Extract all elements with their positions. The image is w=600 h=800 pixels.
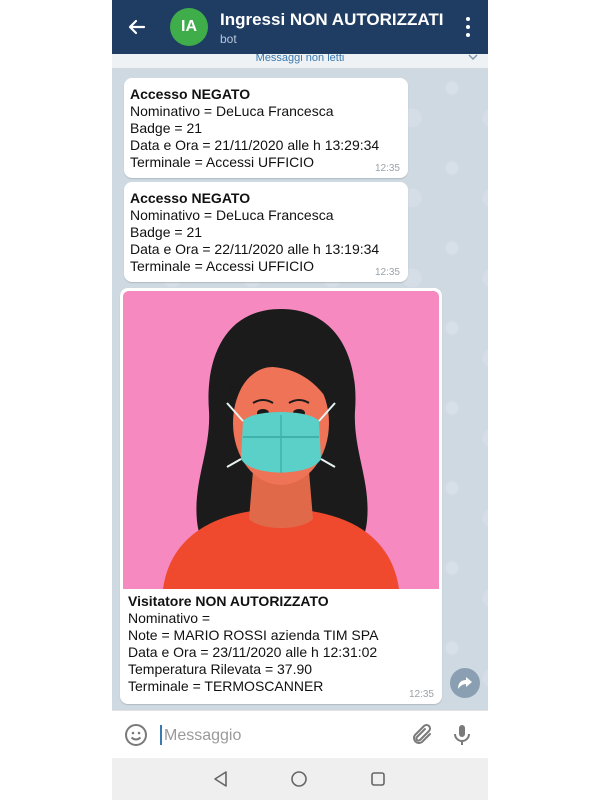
message-time: 12:35 [374,163,400,174]
message-line: Badge = 21 [130,224,203,240]
paperclip-icon[interactable] [410,723,434,747]
smiley-icon[interactable] [124,723,148,747]
woman-with-mask-illustration [123,291,439,589]
message-line: Badge = 21 [130,120,203,136]
message-line: Data e Ora = 22/11/2020 alle h 13:19:34 [130,241,380,257]
message-line: Note = MARIO ROSSI azienda TIM SPA [128,627,379,643]
avatar[interactable]: IA [170,8,208,46]
system-navigation-bar [112,758,488,800]
arrow-left-icon[interactable] [122,12,152,42]
message-line: Terminale = Accessi UFFICIO [130,258,314,274]
message-title: Visitatore NON AUTORIZZATO [128,593,329,609]
share-arrow-icon[interactable] [450,668,480,698]
message-line: Terminale = Accessi UFFICIO [130,154,314,170]
nav-home-circle-icon[interactable] [290,770,308,788]
message-line: Data e Ora = 21/11/2020 alle h 13:29:34 [130,137,380,153]
message-bubble[interactable] [124,182,408,282]
visitor-photo[interactable] [123,291,439,589]
unread-banner [112,54,488,68]
message-title: Accesso NEGATO [130,86,251,102]
unread-banner-label: Messaggi non letti [255,54,345,64]
message-line: Nominativo = DeLuca Francesca [130,207,334,223]
chat-subtitle: bot [220,32,237,46]
message-line: Terminale = TERMOSCANNER [128,678,324,694]
message-composer [112,710,488,759]
chevron-down-icon[interactable] [468,54,478,62]
photo-message-bubble[interactable] [120,288,442,704]
message-time: 12:35 [374,267,400,278]
nav-back-triangle-icon[interactable] [212,770,230,788]
chat-header [112,0,488,54]
message-list[interactable] [112,68,488,710]
message-line: Nominativo = DeLuca Francesca [130,103,334,119]
microphone-icon[interactable] [450,723,474,747]
telegram-screen [112,0,488,800]
message-bubble[interactable] [124,78,408,178]
message-time: 12:35 [408,689,434,700]
message-title: Accesso NEGATO [130,190,251,206]
message-line: Nominativo = [128,610,211,626]
message-line: Data e Ora = 23/11/2020 alle h 12:31:02 [128,644,378,660]
photo-caption [128,593,378,695]
message-line: Temperatura Rilevata = 37.90 [128,661,313,677]
message-input[interactable] [162,721,396,751]
chat-title[interactable]: Ingressi NON AUTORIZZATI [220,10,444,29]
nav-recents-square-icon[interactable] [370,771,386,787]
more-vertical-icon[interactable] [458,14,478,40]
